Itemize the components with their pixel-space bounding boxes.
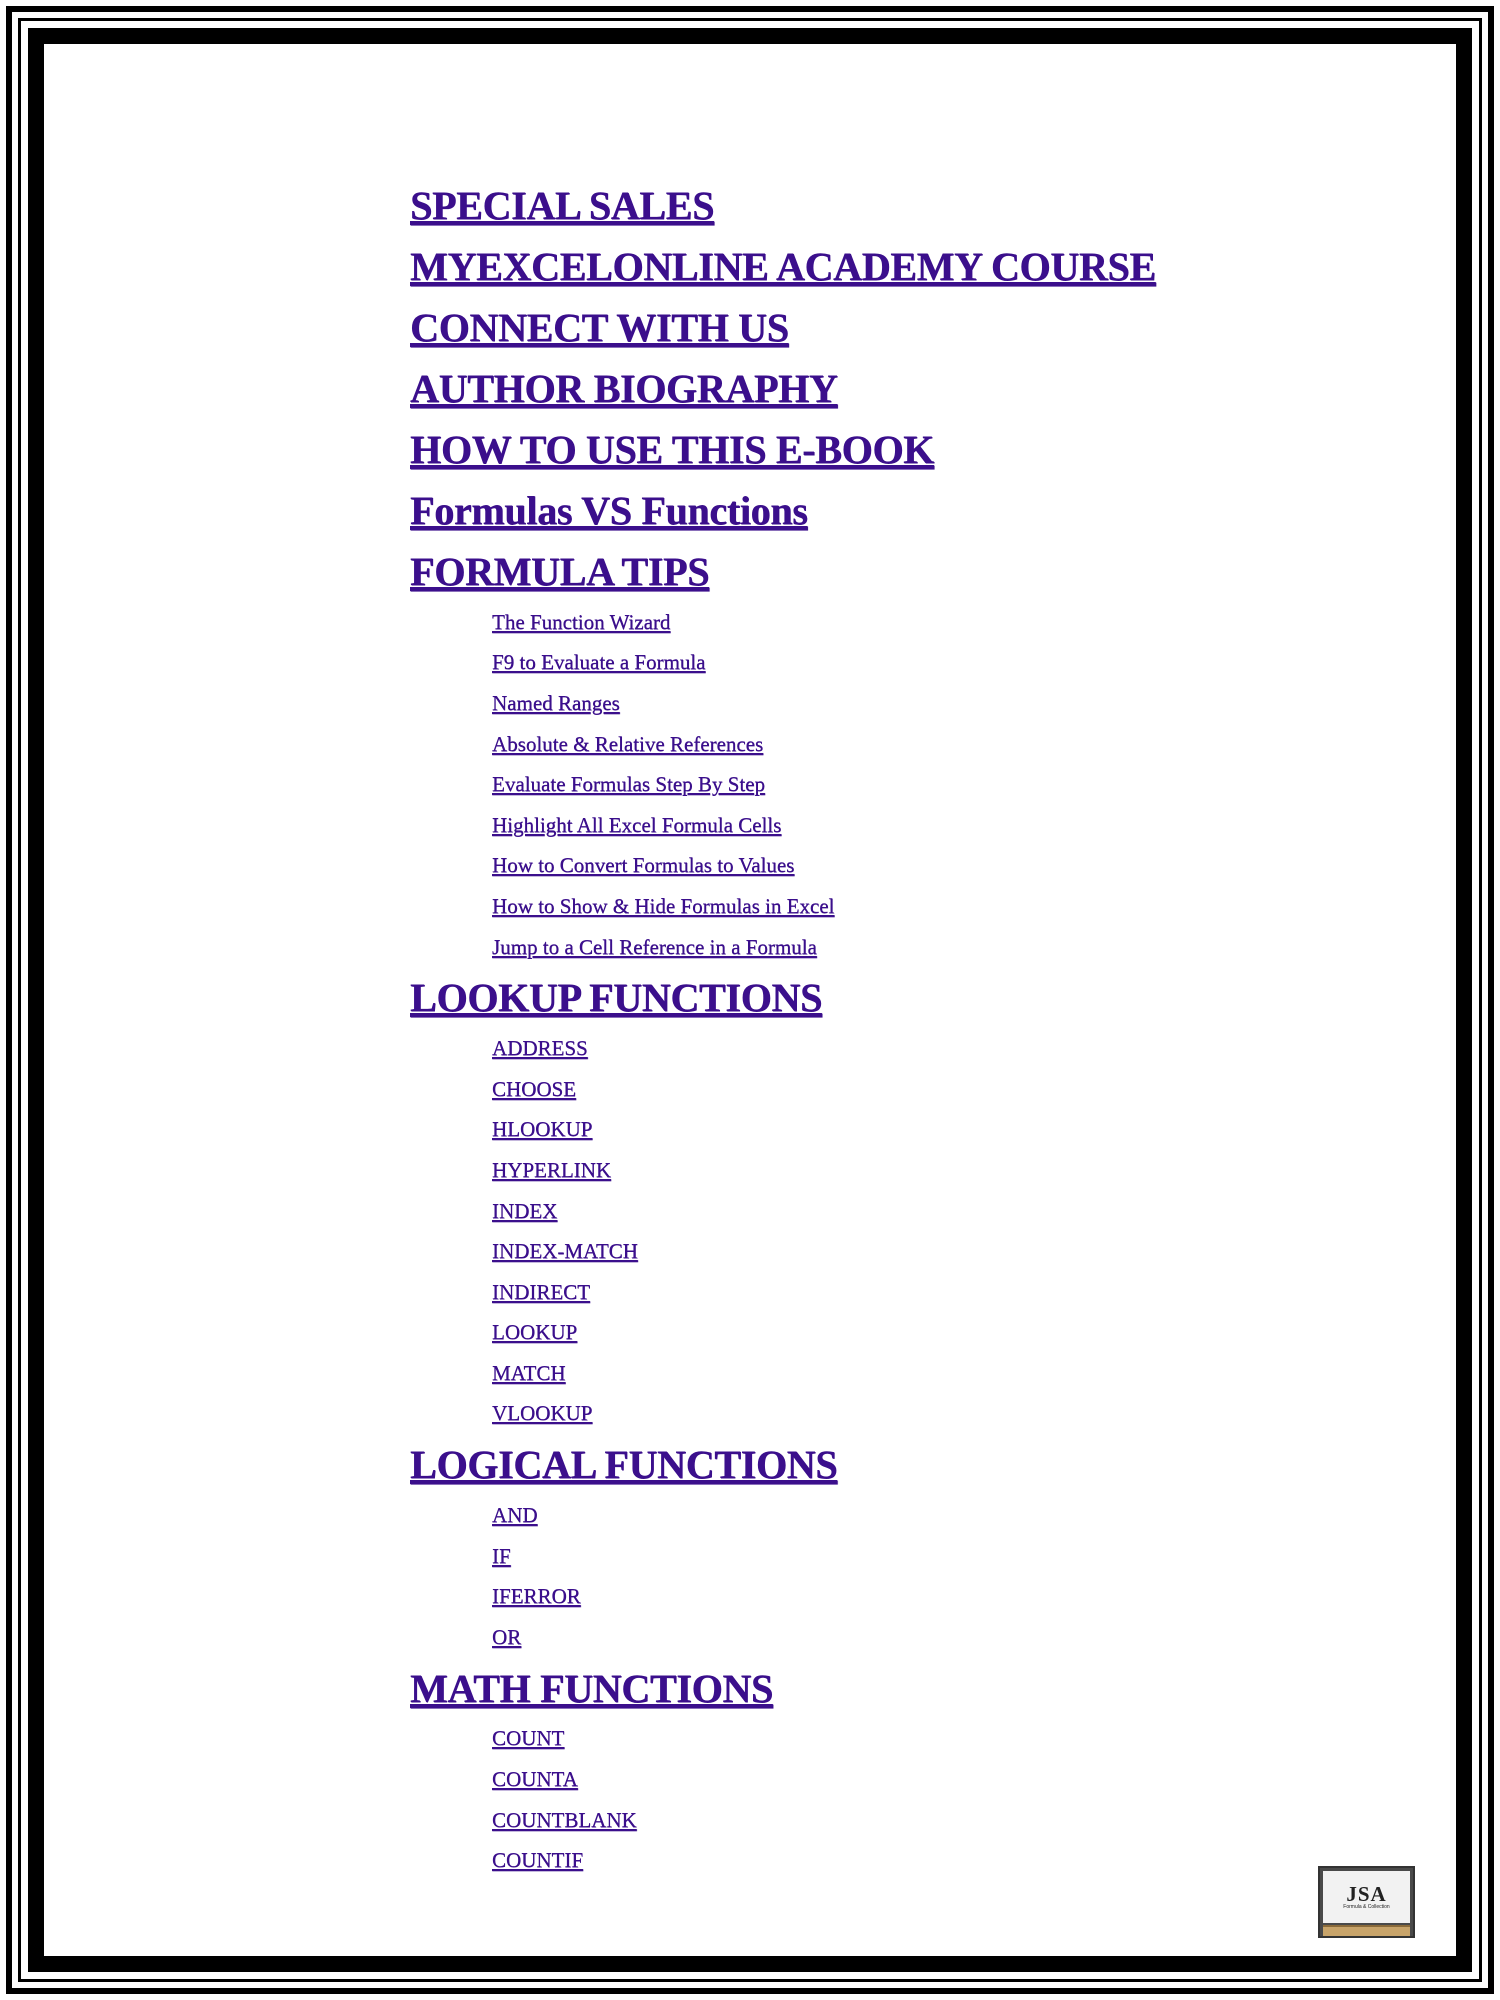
toc-subitem-f9-to-evaluate-a-formula xyxy=(410,643,1310,684)
toc-sublink-the-function-wizard[interactable]: The Function Wizard xyxy=(492,609,671,634)
toc-section-lookup-functions xyxy=(410,967,1310,1028)
toc-sublink-countblank[interactable]: COUNTBLANK xyxy=(492,1807,637,1832)
toc-section-how-to-use-this-e-book xyxy=(410,419,1310,480)
logo-subtext: Formula & Collection xyxy=(1343,1903,1390,1910)
toc-sublink-iferror[interactable]: IFERROR xyxy=(492,1584,581,1609)
toc-subitem-highlight-all-excel-formula-cells xyxy=(410,805,1310,846)
toc-subitem-index-match xyxy=(410,1231,1310,1272)
toc-sublink-match[interactable]: MATCH xyxy=(492,1360,566,1385)
toc-subitem-or xyxy=(410,1617,1310,1658)
toc-section-author-biography xyxy=(410,358,1310,419)
toc-link-logical-functions[interactable]: LOGICAL FUNCTIONS xyxy=(410,1442,838,1488)
toc-sublink-if[interactable]: IF xyxy=(492,1543,511,1568)
toc-subitem-and xyxy=(410,1495,1310,1536)
toc-section-formula-tips xyxy=(410,541,1310,602)
toc-link-how-to-use-this-e-book[interactable]: HOW TO USE THIS E-BOOK xyxy=(410,427,934,472)
toc-subitem-index xyxy=(410,1191,1310,1232)
toc-sublink-count[interactable]: COUNT xyxy=(492,1726,565,1751)
toc-link-connect-with-us[interactable]: CONNECT WITH US xyxy=(410,305,789,350)
toc-subitem-if xyxy=(410,1536,1310,1577)
toc-section-formulas-vs-functions xyxy=(410,480,1310,541)
toc-link-formulas-vs-functions[interactable]: Formulas VS Functions xyxy=(410,488,808,533)
toc-sublink-jump-to-a-cell-reference-in-a-formula[interactable]: Jump to a Cell Reference in a Formula xyxy=(492,934,817,959)
toc-sublink-evaluate-formulas-step-by-step[interactable]: Evaluate Formulas Step By Step xyxy=(492,772,765,797)
toc-subitem-iferror xyxy=(410,1576,1310,1617)
logo-keyboard-base xyxy=(1323,1925,1410,1936)
toc-subitem-address xyxy=(410,1028,1310,1069)
toc-link-formula-tips[interactable]: FORMULA TIPS xyxy=(410,549,710,594)
logo-screen xyxy=(1323,1871,1410,1923)
toc-subitem-vlookup xyxy=(410,1394,1310,1435)
toc-subitem-counta xyxy=(410,1759,1310,1800)
toc-sublink-index-match[interactable]: INDEX-MATCH xyxy=(492,1239,638,1264)
toc-subitem-lookup xyxy=(410,1313,1310,1354)
toc-section-logical-functions xyxy=(410,1434,1310,1495)
toc-sublink-choose[interactable]: CHOOSE xyxy=(492,1076,577,1101)
toc-subitem-count xyxy=(410,1719,1310,1760)
toc-subitem-how-to-show-and-hide-formulas-in-excel xyxy=(410,886,1310,927)
toc-sublink-or[interactable]: OR xyxy=(492,1624,522,1649)
toc-sublink-hlookup[interactable]: HLOOKUP xyxy=(492,1117,593,1142)
toc-sublink-how-to-convert-formulas-to-values[interactable]: How to Convert Formulas to Values xyxy=(492,853,795,878)
toc-link-author-biography[interactable]: AUTHOR BIOGRAPHY xyxy=(410,366,838,411)
toc-link-lookup-functions[interactable]: LOOKUP FUNCTIONS xyxy=(410,975,822,1021)
toc-sublink-index[interactable]: INDEX xyxy=(492,1198,558,1223)
toc-sublink-lookup[interactable]: LOOKUP xyxy=(492,1320,578,1345)
toc-sublink-address[interactable]: ADDRESS xyxy=(492,1036,588,1061)
toc-sublink-indirect[interactable]: INDIRECT xyxy=(492,1279,590,1304)
logo-text: JSA xyxy=(1346,1881,1387,1906)
jsa-logo xyxy=(1318,1866,1415,1938)
toc-subitem-match xyxy=(410,1353,1310,1394)
toc-sublink-and[interactable]: AND xyxy=(492,1503,538,1528)
toc-link-special-sales[interactable]: SPECIAL SALES xyxy=(410,183,715,228)
toc-link-math-functions[interactable]: MATH FUNCTIONS xyxy=(410,1665,773,1711)
toc-sublink-absolute-and-relative-references[interactable]: Absolute & Relative References xyxy=(492,731,764,756)
toc-subitem-choose xyxy=(410,1069,1310,1110)
table-of-contents xyxy=(410,175,1310,1881)
toc-sublink-counta[interactable]: COUNTA xyxy=(492,1767,578,1792)
toc-sublink-vlookup[interactable]: VLOOKUP xyxy=(492,1401,593,1426)
toc-subitem-how-to-convert-formulas-to-values xyxy=(410,846,1310,887)
toc-section-math-functions xyxy=(410,1658,1310,1719)
toc-subitem-indirect xyxy=(410,1272,1310,1313)
toc-link-myexcelonline-academy-course[interactable]: MYEXCELONLINE ACADEMY COURSE xyxy=(410,244,1156,289)
toc-subitem-absolute-and-relative-references xyxy=(410,724,1310,765)
toc-sublink-highlight-all-excel-formula-cells[interactable]: Highlight All Excel Formula Cells xyxy=(492,812,782,837)
toc-subitem-evaluate-formulas-step-by-step xyxy=(410,764,1310,805)
toc-subitem-the-function-wizard xyxy=(410,602,1310,643)
toc-subitem-jump-to-a-cell-reference-in-a-formula xyxy=(410,927,1310,968)
toc-sublink-countif[interactable]: COUNTIF xyxy=(492,1848,584,1873)
toc-sublink-named-ranges[interactable]: Named Ranges xyxy=(492,690,620,715)
toc-section-special-sales xyxy=(410,175,1310,236)
toc-sublink-how-to-show-and-hide-formulas-in-excel[interactable]: How to Show & Hide Formulas in Excel xyxy=(492,893,835,918)
toc-sublink-f9-to-evaluate-a-formula[interactable]: F9 to Evaluate a Formula xyxy=(492,650,706,675)
toc-subitem-hlookup xyxy=(410,1110,1310,1151)
toc-subitem-countif xyxy=(410,1840,1310,1881)
toc-sublink-hyperlink[interactable]: HYPERLINK xyxy=(492,1157,611,1182)
toc-subitem-named-ranges xyxy=(410,683,1310,724)
toc-section-myexcelonline-academy-course xyxy=(410,236,1310,297)
toc-subitem-countblank xyxy=(410,1800,1310,1841)
toc-subitem-hyperlink xyxy=(410,1150,1310,1191)
toc-section-connect-with-us xyxy=(410,297,1310,358)
